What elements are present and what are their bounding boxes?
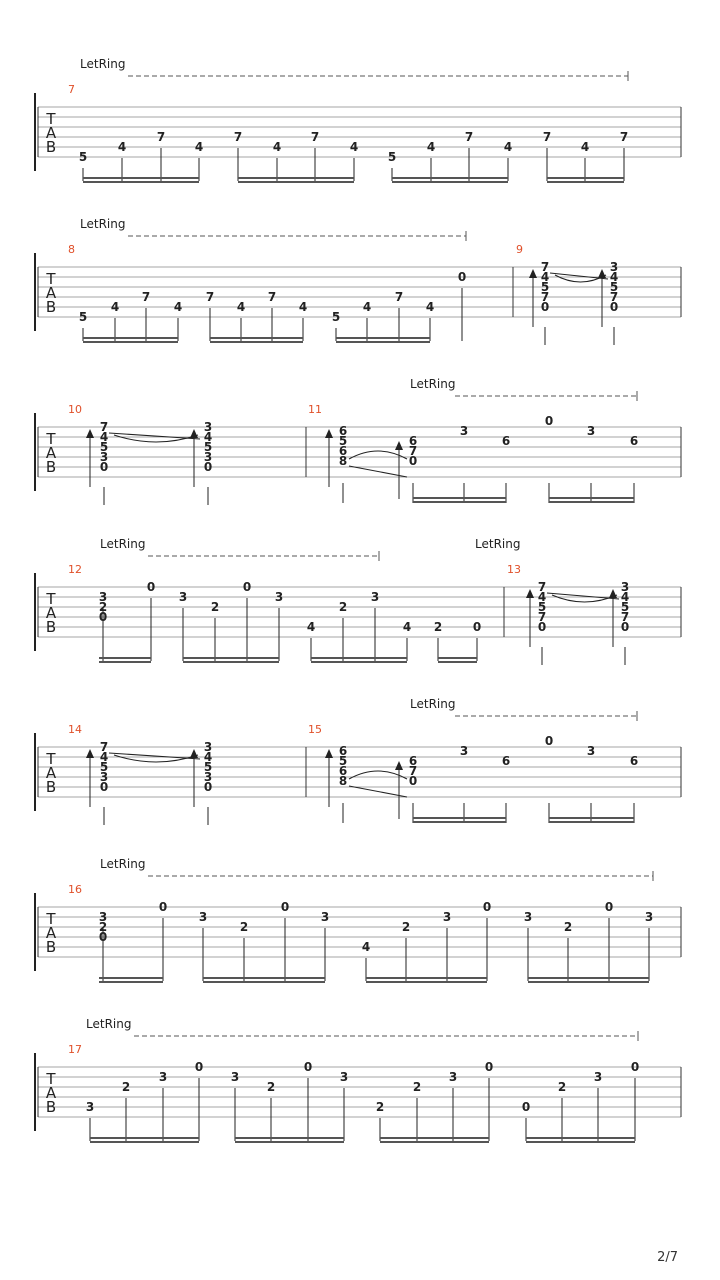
fret-number: 0 (630, 1060, 640, 1074)
tab-clef-letter: A (45, 1084, 57, 1102)
beam (380, 1141, 489, 1143)
bar-number: 10 (68, 403, 82, 416)
beam (311, 661, 407, 663)
chord-fret: 3 (203, 420, 213, 434)
bar-number: 14 (68, 723, 82, 736)
chord-fret: 5 (540, 280, 550, 294)
chord-fret: 7 (99, 420, 109, 434)
fret-number: 4 (580, 140, 590, 154)
fret-number: 0 (472, 620, 482, 634)
fret-number: 5 (78, 310, 88, 324)
fret-number: 7 (156, 130, 166, 144)
tab-clef-letter: B (45, 138, 57, 156)
fret-number: 0 (194, 1060, 204, 1074)
beam (549, 817, 634, 819)
beam (90, 1141, 199, 1143)
chord-fret: 4 (537, 590, 547, 604)
fret-number: 3 (593, 1070, 603, 1084)
fret-number: 5 (338, 434, 348, 448)
strum-arrow-head (529, 269, 537, 278)
fret-number: 7 (464, 130, 474, 144)
chord-fret: 5 (99, 760, 109, 774)
beam (528, 977, 649, 979)
fret-number: 2 (210, 600, 220, 614)
beam (549, 501, 634, 503)
fret-number: 6 (501, 754, 511, 768)
fret-number: 2 (375, 1100, 385, 1114)
beam (235, 1141, 344, 1143)
beam (380, 1137, 489, 1139)
chord-fret: 4 (609, 270, 619, 284)
fret-number: 4 (306, 620, 316, 634)
fret-number: 6 (408, 434, 418, 448)
fret-number: 5 (78, 150, 88, 164)
fret-number: 3 (339, 1070, 349, 1084)
beam (528, 981, 649, 983)
chord-fret: 3 (99, 450, 109, 464)
tab-clef-letter: A (45, 444, 57, 462)
tab-clef-letter: T (46, 750, 56, 768)
tab-clef-letter: B (45, 618, 57, 636)
beam (413, 821, 506, 823)
fret-number: 3 (644, 910, 654, 924)
fret-number: 2 (98, 920, 108, 934)
fret-number: 2 (121, 1080, 131, 1094)
chord-fret: 7 (620, 610, 630, 624)
slide-line (349, 466, 407, 477)
fret-number: 7 (408, 444, 418, 458)
fret-number: 3 (274, 590, 284, 604)
fret-number: 0 (146, 580, 156, 594)
chord-fret: 4 (620, 590, 630, 604)
chord-fret: 7 (540, 260, 550, 274)
beam (83, 177, 199, 179)
fret-number: 3 (98, 590, 108, 604)
chord-fret: 7 (99, 740, 109, 754)
fret-number: 4 (349, 140, 359, 154)
fret-number: 0 (544, 414, 554, 428)
beam (238, 181, 354, 183)
tab-clef-letter: A (45, 764, 57, 782)
chord-fret: 5 (609, 280, 619, 294)
chord-fret: 4 (99, 430, 109, 444)
strum-arrow-head (86, 429, 94, 438)
fret-number: 3 (523, 910, 533, 924)
fret-number: 3 (85, 1100, 95, 1114)
beam (336, 341, 430, 343)
beam (99, 977, 163, 979)
fret-number: 4 (503, 140, 513, 154)
bar-number: 13 (507, 563, 521, 576)
fret-number: 0 (98, 930, 108, 944)
fret-number: 5 (338, 754, 348, 768)
fret-number: 0 (303, 1060, 313, 1074)
fret-number: 0 (482, 900, 492, 914)
fret-number: 8 (338, 774, 348, 788)
tab-clef-letter: B (45, 458, 57, 476)
fret-number: 3 (198, 910, 208, 924)
fret-number: 2 (401, 920, 411, 934)
let-ring-label: LetRing (80, 57, 126, 71)
fret-number: 7 (233, 130, 243, 144)
strum-arrow-head (395, 761, 403, 770)
tab-clef-letter: T (46, 430, 56, 448)
chord-fret: 3 (203, 450, 213, 464)
fret-number: 4 (402, 620, 412, 634)
chord-fret: 0 (609, 300, 619, 314)
chord-fret: 4 (99, 750, 109, 764)
fret-number: 4 (425, 300, 435, 314)
beam (336, 337, 430, 339)
beam (366, 981, 487, 983)
fret-number: 6 (338, 424, 348, 438)
fret-number: 6 (338, 744, 348, 758)
beam (235, 1137, 344, 1139)
bar-number: 17 (68, 1043, 82, 1056)
chord-fret: 0 (99, 780, 109, 794)
chord-fret: 7 (537, 610, 547, 624)
chord-fret: 0 (203, 460, 213, 474)
fret-number: 4 (117, 140, 127, 154)
tab-clef-letter: A (45, 284, 57, 302)
fret-number: 6 (338, 764, 348, 778)
beam (392, 177, 508, 179)
fret-number: 2 (239, 920, 249, 934)
fret-number: 3 (586, 744, 596, 758)
strum-arrow-head (86, 749, 94, 758)
fret-number: 0 (242, 580, 252, 594)
tab-clef-letter: A (45, 604, 57, 622)
tab-clef-letter: B (45, 938, 57, 956)
fret-number: 7 (542, 130, 552, 144)
fret-number: 0 (544, 734, 554, 748)
fret-number: 3 (442, 910, 452, 924)
fret-number: 3 (98, 910, 108, 924)
fret-number: 0 (98, 610, 108, 624)
fret-number: 2 (266, 1080, 276, 1094)
tab-clef-letter: T (46, 590, 56, 608)
slur (349, 451, 407, 459)
beam (392, 181, 508, 183)
let-ring-label: LetRing (410, 697, 456, 711)
fret-number: 7 (619, 130, 629, 144)
fret-number: 0 (457, 270, 467, 284)
fret-number: 0 (280, 900, 290, 914)
tab-clef-letter: B (45, 298, 57, 316)
beam (547, 177, 624, 179)
fret-number: 4 (361, 940, 371, 954)
fret-number: 2 (412, 1080, 422, 1094)
fret-number: 2 (98, 600, 108, 614)
beam (99, 661, 151, 663)
beam (549, 497, 634, 499)
beam (99, 981, 163, 983)
chord-fret: 3 (203, 770, 213, 784)
fret-number: 3 (370, 590, 380, 604)
tab-clef-letter: B (45, 778, 57, 796)
fret-number: 3 (448, 1070, 458, 1084)
fret-number: 3 (586, 424, 596, 438)
let-ring-label: LetRing (100, 857, 146, 871)
fret-number: 2 (557, 1080, 567, 1094)
fret-number: 6 (629, 754, 639, 768)
beam (99, 657, 151, 659)
fret-number: 4 (272, 140, 282, 154)
beam (413, 501, 506, 503)
beam (210, 337, 303, 339)
bar-number: 8 (68, 243, 75, 256)
beam (311, 657, 407, 659)
tab-clef-letter: T (46, 1070, 56, 1088)
chord-fret: 0 (620, 620, 630, 634)
fret-number: 7 (267, 290, 277, 304)
fret-number: 8 (338, 454, 348, 468)
fret-number: 0 (408, 454, 418, 468)
fret-number: 7 (141, 290, 151, 304)
beam (438, 657, 477, 659)
fret-number: 5 (387, 150, 397, 164)
beam (366, 977, 487, 979)
chord-fret: 4 (203, 750, 213, 764)
fret-number: 0 (158, 900, 168, 914)
chord-fret: 5 (203, 440, 213, 454)
bar-number: 15 (308, 723, 322, 736)
fret-number: 4 (194, 140, 204, 154)
tab-clef-letter: T (46, 910, 56, 928)
strum-arrow-head (325, 749, 333, 758)
fret-number: 3 (158, 1070, 168, 1084)
strum-arrow-head (395, 441, 403, 450)
slide-line (349, 786, 407, 797)
fret-number: 2 (433, 620, 443, 634)
chord-fret: 0 (537, 620, 547, 634)
tab-clef-letter: T (46, 270, 56, 288)
beam (90, 1137, 199, 1139)
tab-clef-letter: T (46, 110, 56, 128)
beam (547, 181, 624, 183)
beam (438, 661, 477, 663)
fret-number: 4 (298, 300, 308, 314)
chord-fret: 0 (540, 300, 550, 314)
fret-number: 3 (459, 744, 469, 758)
strum-arrow-head (325, 429, 333, 438)
bar-number: 16 (68, 883, 82, 896)
page-number: 2/7 (657, 1250, 678, 1265)
chord-fret: 7 (609, 290, 619, 304)
let-ring-label: LetRing (80, 217, 126, 231)
let-ring-label: LetRing (100, 537, 146, 551)
fret-number: 5 (331, 310, 341, 324)
chord-fret: 5 (203, 760, 213, 774)
fret-number: 4 (173, 300, 183, 314)
beam (413, 497, 506, 499)
chord-fret: 5 (99, 440, 109, 454)
beam (210, 341, 303, 343)
beam (183, 661, 279, 663)
beam (203, 981, 325, 983)
bar-number: 9 (516, 243, 523, 256)
fret-number: 2 (338, 600, 348, 614)
tab-clef-letter: A (45, 924, 57, 942)
chord-fret: 4 (540, 270, 550, 284)
fret-number: 4 (236, 300, 246, 314)
bar-number: 12 (68, 563, 82, 576)
beam (83, 341, 178, 343)
chord-fret: 3 (203, 740, 213, 754)
fret-number: 3 (230, 1070, 240, 1084)
fret-number: 0 (408, 774, 418, 788)
beam (183, 657, 279, 659)
fret-number: 4 (362, 300, 372, 314)
bar-number: 11 (308, 403, 322, 416)
chord-fret: 3 (609, 260, 619, 274)
fret-number: 7 (310, 130, 320, 144)
fret-number: 2 (563, 920, 573, 934)
chord-fret: 0 (203, 780, 213, 794)
tab-clef-letter: A (45, 124, 57, 142)
tab-clef-letter: B (45, 1098, 57, 1116)
fret-number: 4 (426, 140, 436, 154)
fret-number: 7 (408, 764, 418, 778)
chord-fret: 5 (537, 600, 547, 614)
fret-number: 4 (110, 300, 120, 314)
beam (526, 1137, 635, 1139)
beam (203, 977, 325, 979)
fret-number: 6 (338, 444, 348, 458)
chord-fret: 5 (620, 600, 630, 614)
slur (349, 771, 407, 779)
chord-fret: 7 (540, 290, 550, 304)
fret-number: 0 (604, 900, 614, 914)
fret-number: 0 (484, 1060, 494, 1074)
chord-fret: 4 (203, 430, 213, 444)
chord-fret: 3 (620, 580, 630, 594)
fret-number: 3 (459, 424, 469, 438)
beam (526, 1141, 635, 1143)
beam (413, 817, 506, 819)
bar-number: 7 (68, 83, 75, 96)
strum-arrow-head (526, 589, 534, 598)
beam (83, 337, 178, 339)
fret-number: 0 (521, 1100, 531, 1114)
let-ring-label: LetRing (475, 537, 521, 551)
beam (549, 821, 634, 823)
chord-fret: 3 (99, 770, 109, 784)
beam (238, 177, 354, 179)
beam (83, 181, 199, 183)
fret-number: 3 (178, 590, 188, 604)
fret-number: 3 (320, 910, 330, 924)
let-ring-label: LetRing (410, 377, 456, 391)
chord-fret: 7 (537, 580, 547, 594)
chord-fret: 0 (99, 460, 109, 474)
fret-number: 7 (394, 290, 404, 304)
let-ring-label: LetRing (86, 1017, 132, 1031)
fret-number: 6 (501, 434, 511, 448)
fret-number: 6 (408, 754, 418, 768)
fret-number: 7 (205, 290, 215, 304)
fret-number: 6 (629, 434, 639, 448)
